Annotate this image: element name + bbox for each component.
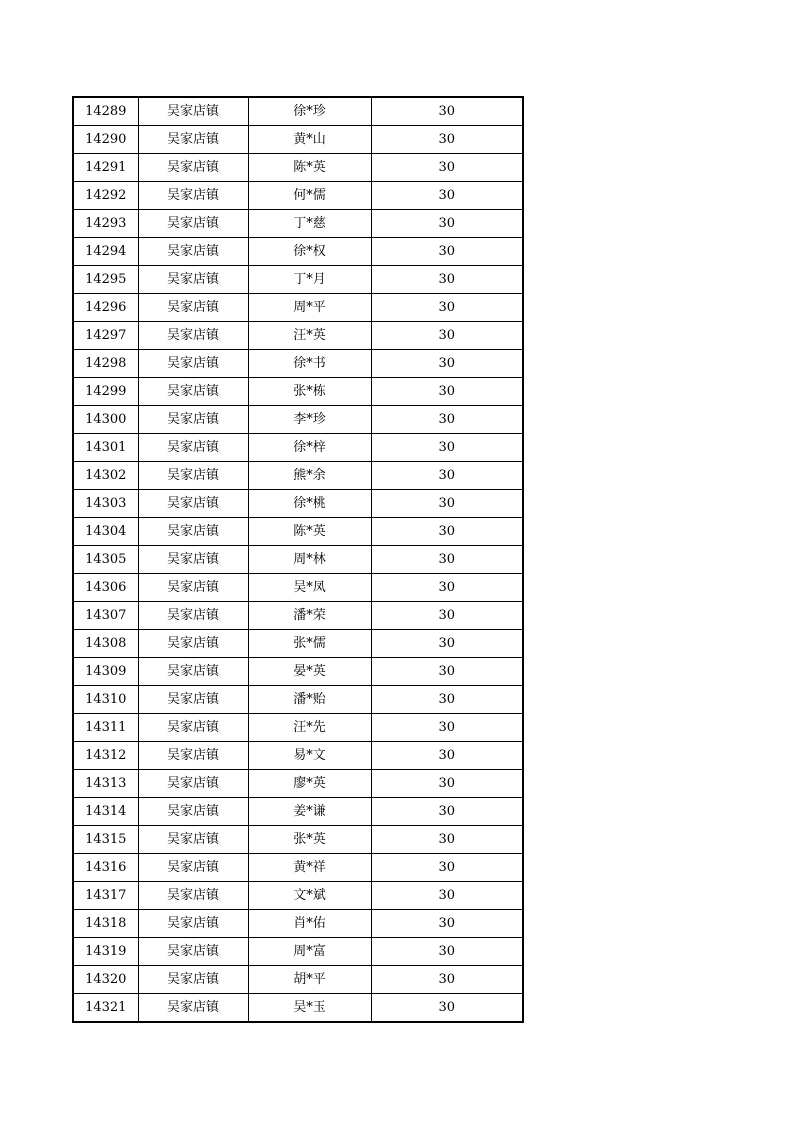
name-cell: 徐*书	[248, 350, 371, 378]
amount-cell: 30	[371, 742, 523, 770]
table-row	[73, 378, 523, 406]
row-id-cell: 14291	[73, 154, 138, 182]
name-cell: 吴*玉	[248, 994, 371, 1023]
town-cell: 吴家店镇	[138, 714, 248, 742]
row-id-cell: 14295	[73, 266, 138, 294]
row-id-cell: 14298	[73, 350, 138, 378]
amount-cell: 30	[371, 770, 523, 798]
name-cell: 潘*贻	[248, 686, 371, 714]
town-cell: 吴家店镇	[138, 574, 248, 602]
town-cell: 吴家店镇	[138, 630, 248, 658]
row-id-cell: 14305	[73, 546, 138, 574]
amount-cell: 30	[371, 350, 523, 378]
amount-cell: 30	[371, 910, 523, 938]
name-cell: 徐*桃	[248, 490, 371, 518]
row-id-cell: 14312	[73, 742, 138, 770]
town-cell: 吴家店镇	[138, 994, 248, 1023]
amount-cell: 30	[371, 798, 523, 826]
table-body	[73, 97, 523, 1022]
name-cell: 周*富	[248, 938, 371, 966]
name-cell: 徐*权	[248, 238, 371, 266]
name-cell: 吴*凤	[248, 574, 371, 602]
table-row	[73, 938, 523, 966]
town-cell: 吴家店镇	[138, 294, 248, 322]
row-id-cell: 14296	[73, 294, 138, 322]
town-cell: 吴家店镇	[138, 490, 248, 518]
table-row	[73, 770, 523, 798]
town-cell: 吴家店镇	[138, 350, 248, 378]
table-row	[73, 294, 523, 322]
town-cell: 吴家店镇	[138, 826, 248, 854]
town-cell: 吴家店镇	[138, 378, 248, 406]
row-id-cell: 14290	[73, 126, 138, 154]
table-row	[73, 350, 523, 378]
town-cell: 吴家店镇	[138, 210, 248, 238]
amount-cell: 30	[371, 238, 523, 266]
subsidy-table	[72, 96, 524, 1023]
town-cell: 吴家店镇	[138, 97, 248, 126]
name-cell: 李*珍	[248, 406, 371, 434]
row-id-cell: 14310	[73, 686, 138, 714]
name-cell: 汪*英	[248, 322, 371, 350]
table-row	[73, 714, 523, 742]
amount-cell: 30	[371, 434, 523, 462]
name-cell: 潘*荣	[248, 602, 371, 630]
town-cell: 吴家店镇	[138, 798, 248, 826]
row-id-cell: 14308	[73, 630, 138, 658]
name-cell: 易*文	[248, 742, 371, 770]
table-row	[73, 574, 523, 602]
name-cell: 黄*祥	[248, 854, 371, 882]
table-row	[73, 518, 523, 546]
name-cell: 肖*佑	[248, 910, 371, 938]
amount-cell: 30	[371, 714, 523, 742]
name-cell: 陈*英	[248, 518, 371, 546]
amount-cell: 30	[371, 546, 523, 574]
amount-cell: 30	[371, 210, 523, 238]
town-cell: 吴家店镇	[138, 602, 248, 630]
town-cell: 吴家店镇	[138, 546, 248, 574]
row-id-cell: 14300	[73, 406, 138, 434]
table-row	[73, 882, 523, 910]
amount-cell: 30	[371, 97, 523, 126]
town-cell: 吴家店镇	[138, 966, 248, 994]
name-cell: 徐*珍	[248, 97, 371, 126]
row-id-cell: 14316	[73, 854, 138, 882]
table-row	[73, 602, 523, 630]
table-row	[73, 994, 523, 1023]
amount-cell: 30	[371, 938, 523, 966]
table-row	[73, 742, 523, 770]
table-row	[73, 854, 523, 882]
amount-cell: 30	[371, 658, 523, 686]
town-cell: 吴家店镇	[138, 462, 248, 490]
row-id-cell: 14299	[73, 378, 138, 406]
amount-cell: 30	[371, 266, 523, 294]
town-cell: 吴家店镇	[138, 182, 248, 210]
name-cell: 陈*英	[248, 154, 371, 182]
row-id-cell: 14321	[73, 994, 138, 1023]
amount-cell: 30	[371, 574, 523, 602]
table-row	[73, 966, 523, 994]
row-id-cell: 14297	[73, 322, 138, 350]
row-id-cell: 14309	[73, 658, 138, 686]
row-id-cell: 14302	[73, 462, 138, 490]
town-cell: 吴家店镇	[138, 266, 248, 294]
row-id-cell: 14289	[73, 97, 138, 126]
table-row	[73, 238, 523, 266]
amount-cell: 30	[371, 518, 523, 546]
amount-cell: 30	[371, 462, 523, 490]
town-cell: 吴家店镇	[138, 434, 248, 462]
amount-cell: 30	[371, 602, 523, 630]
name-cell: 张*英	[248, 826, 371, 854]
row-id-cell: 14318	[73, 910, 138, 938]
town-cell: 吴家店镇	[138, 742, 248, 770]
amount-cell: 30	[371, 994, 523, 1023]
row-id-cell: 14303	[73, 490, 138, 518]
name-cell: 黄*山	[248, 126, 371, 154]
row-id-cell: 14320	[73, 966, 138, 994]
table-row	[73, 910, 523, 938]
amount-cell: 30	[371, 378, 523, 406]
row-id-cell: 14319	[73, 938, 138, 966]
town-cell: 吴家店镇	[138, 406, 248, 434]
amount-cell: 30	[371, 154, 523, 182]
row-id-cell: 14317	[73, 882, 138, 910]
town-cell: 吴家店镇	[138, 126, 248, 154]
table-row	[73, 546, 523, 574]
table-row	[73, 210, 523, 238]
table-row	[73, 97, 523, 126]
amount-cell: 30	[371, 294, 523, 322]
name-cell: 丁*月	[248, 266, 371, 294]
name-cell: 何*儒	[248, 182, 371, 210]
name-cell: 姜*谦	[248, 798, 371, 826]
town-cell: 吴家店镇	[138, 686, 248, 714]
table-row	[73, 462, 523, 490]
amount-cell: 30	[371, 406, 523, 434]
name-cell: 周*平	[248, 294, 371, 322]
row-id-cell: 14314	[73, 798, 138, 826]
amount-cell: 30	[371, 826, 523, 854]
town-cell: 吴家店镇	[138, 658, 248, 686]
table-row	[73, 266, 523, 294]
row-id-cell: 14304	[73, 518, 138, 546]
table-row	[73, 406, 523, 434]
table-row	[73, 686, 523, 714]
name-cell: 廖*英	[248, 770, 371, 798]
amount-cell: 30	[371, 686, 523, 714]
name-cell: 胡*平	[248, 966, 371, 994]
name-cell: 熊*余	[248, 462, 371, 490]
name-cell: 丁*慈	[248, 210, 371, 238]
row-id-cell: 14307	[73, 602, 138, 630]
town-cell: 吴家店镇	[138, 770, 248, 798]
name-cell: 晏*英	[248, 658, 371, 686]
row-id-cell: 14311	[73, 714, 138, 742]
name-cell: 文*斌	[248, 882, 371, 910]
row-id-cell: 14306	[73, 574, 138, 602]
town-cell: 吴家店镇	[138, 154, 248, 182]
name-cell: 徐*梓	[248, 434, 371, 462]
town-cell: 吴家店镇	[138, 238, 248, 266]
table-row	[73, 182, 523, 210]
name-cell: 张*栋	[248, 378, 371, 406]
table-row	[73, 630, 523, 658]
row-id-cell: 14301	[73, 434, 138, 462]
row-id-cell: 14294	[73, 238, 138, 266]
name-cell: 张*儒	[248, 630, 371, 658]
table-row	[73, 658, 523, 686]
amount-cell: 30	[371, 490, 523, 518]
table-row	[73, 490, 523, 518]
table-row	[73, 154, 523, 182]
row-id-cell: 14293	[73, 210, 138, 238]
town-cell: 吴家店镇	[138, 854, 248, 882]
amount-cell: 30	[371, 882, 523, 910]
town-cell: 吴家店镇	[138, 518, 248, 546]
amount-cell: 30	[371, 630, 523, 658]
row-id-cell: 14313	[73, 770, 138, 798]
amount-cell: 30	[371, 182, 523, 210]
town-cell: 吴家店镇	[138, 322, 248, 350]
name-cell: 汪*先	[248, 714, 371, 742]
amount-cell: 30	[371, 322, 523, 350]
town-cell: 吴家店镇	[138, 910, 248, 938]
name-cell: 周*林	[248, 546, 371, 574]
amount-cell: 30	[371, 126, 523, 154]
amount-cell: 30	[371, 854, 523, 882]
table-row	[73, 798, 523, 826]
table-row	[73, 826, 523, 854]
table-row	[73, 322, 523, 350]
row-id-cell: 14315	[73, 826, 138, 854]
town-cell: 吴家店镇	[138, 938, 248, 966]
table-row	[73, 434, 523, 462]
amount-cell: 30	[371, 966, 523, 994]
town-cell: 吴家店镇	[138, 882, 248, 910]
row-id-cell: 14292	[73, 182, 138, 210]
table-row	[73, 126, 523, 154]
